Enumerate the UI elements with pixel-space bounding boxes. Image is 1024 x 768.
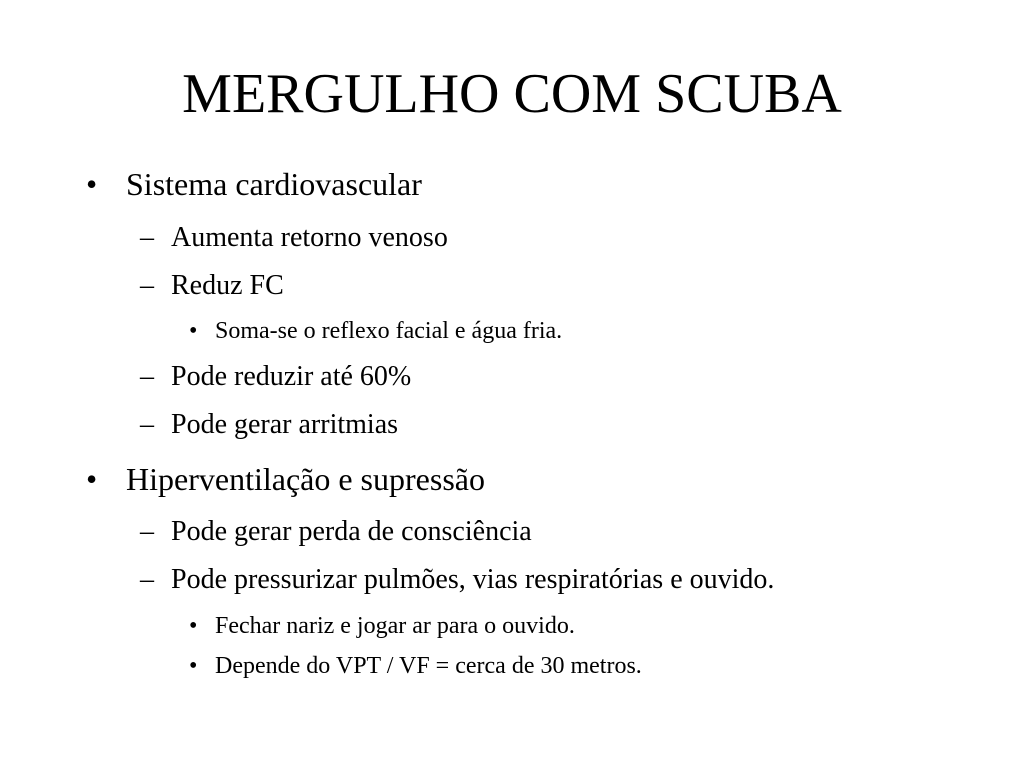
bullet-text: Fechar nariz e jogar ar para o ouvido. [215,613,575,639]
bullet-text: Sistema cardiovascular [126,166,422,202]
dash-marker: – [140,361,154,392]
dash-marker: – [140,409,154,440]
bullet-marker: • [86,461,98,497]
bullet-text: Soma-se o reflexo facial e água fria. [215,318,563,344]
bullet-text: Reduz FC [171,270,284,301]
slide-title: MERGULHO COM SCUBA [182,63,842,125]
bullet-text: Depende do VPT / VF = cerca de 30 metros. [215,653,642,679]
bullet-text: Pode gerar arritmias [171,409,399,440]
bullet-text: Aumenta retorno venoso [171,222,448,253]
dash-marker: – [140,516,154,547]
bullet-marker: • [86,166,98,202]
bullet-text: Pode pressurizar pulmões, vias respiratórias e ouvido. [171,564,775,595]
dash-marker: – [140,222,154,253]
dash-marker: – [140,564,154,595]
bullet-text: Hiperventilação e supressão [126,461,485,497]
bullet-marker: • [189,653,198,679]
dash-marker: – [140,270,154,301]
bullet-text: Pode reduzir até 60% [171,361,412,392]
bullet-marker: • [189,613,198,639]
bullet-text: Pode gerar perda de consciência [171,516,532,547]
bullet-marker: • [189,318,198,344]
